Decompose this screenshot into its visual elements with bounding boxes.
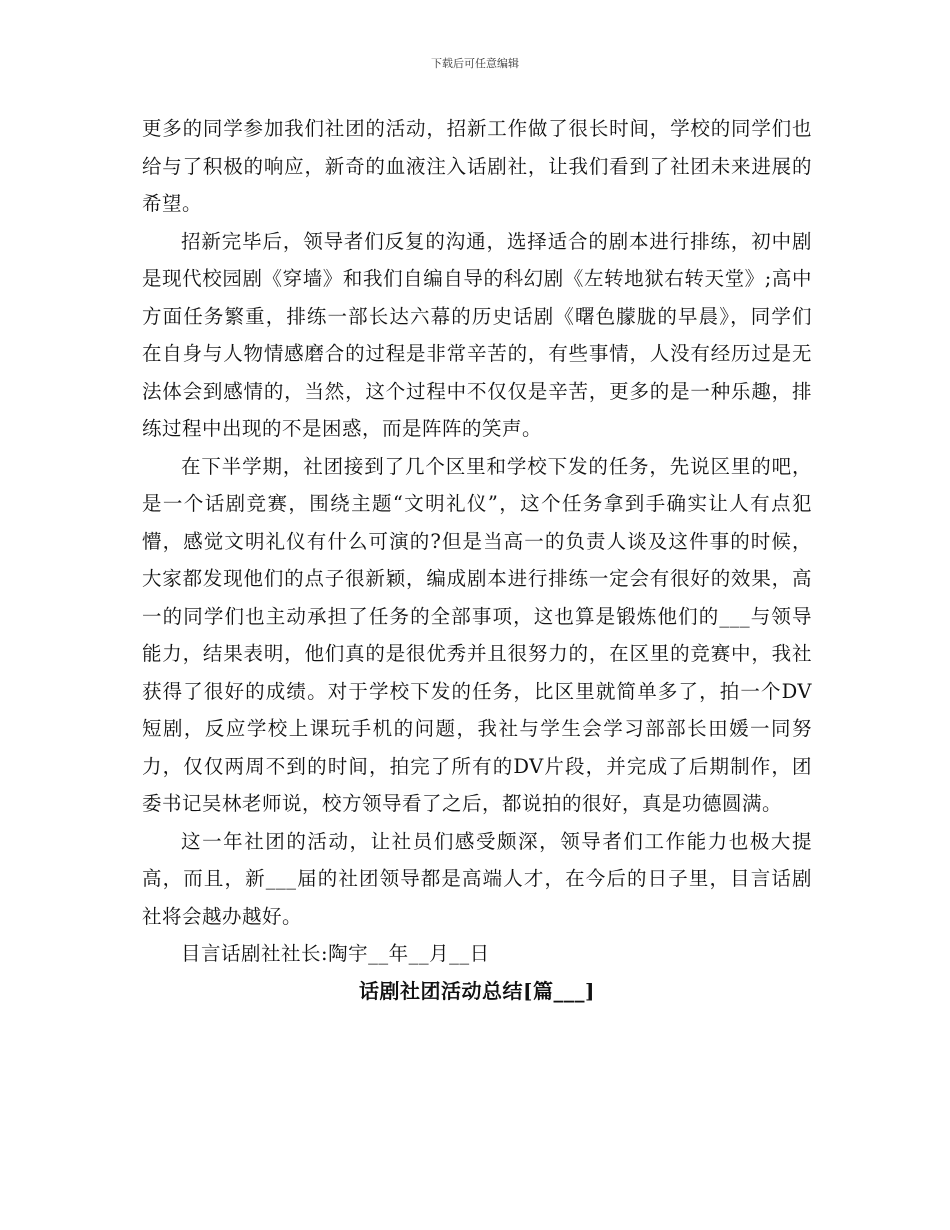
signature-line: 目言话剧社社长:陶宇__年__月__日 [181, 942, 490, 965]
paragraph-second-semester: 在下半学期，社团接到了几个区里和学校下发的任务，先说区里的吧，是一个话剧竞赛，围绕主题“文明礼仪”，这个任务拿到手确实让人有点犯懵，感觉文明礼仪有什么可演的?但是当高一的负责人谈及这件事的时候，大家都发现他们的点子很新颖，编成剧本进行排练一定会有很好的效果，高一的同学们也主动承担了任务的全部事项，这也算是锻炼他们的___与领导能力，结果表明，他们真的是很优秀并且很努力的，在区里的竞赛中，我社获得了很好的成绩。对于学校下发的任务，比区里就简单多了，拍一个DV短剧，反应学校上课玩手机的问题，我社与学生会学习部部长田媛一同努力，仅仅两周不到的时间，拍完了所有的DV片段，并完成了后期制作，团委书记吴林老师说，校方领导看了之后，都说拍的很好，真是功德圆满。 [142, 454, 812, 815]
paragraph-rehearsal: 招新完毕后，领导者们反复的沟通，选择适合的剧本进行排练，初中剧是现代校园剧《穿墙》和我们自编自导的科幻剧《左转地狱右转天堂》;高中方面任务繁重，排练一部长达六幕的历史话剧《曙色朦胧的早晨》，同学们在自身与人物情感磨合的过程是非常辛苦的，有些事情，人没有经历过是无法体会到感情的，当然，这个过程中不仅仅是辛苦，更多的是一种乐趣，排练过程中出现的不是困惑，而是阵阵的笑声。 [142, 229, 812, 440]
document-body [142, 110, 812, 1010]
paragraph-summary: 这一年社团的活动，让社员们感受颇深，领导者们工作能力也极大提高，而且，新___届的社团领导都是高端人才，在今后的日子里，目言话剧社将会越办越好。 [142, 829, 812, 928]
section-title: 话剧社团活动总结[篇___] [359, 978, 595, 1003]
header-note: 下载后可任意编辑 [431, 57, 519, 70]
paragraph-continuation: 更多的同学参加我们社团的活动，招新工作做了很长时间，学校的同学们也给与了积极的响应，新奇的血液注入话剧社，让我们看到了社团未来进展的希望。 [142, 117, 812, 215]
